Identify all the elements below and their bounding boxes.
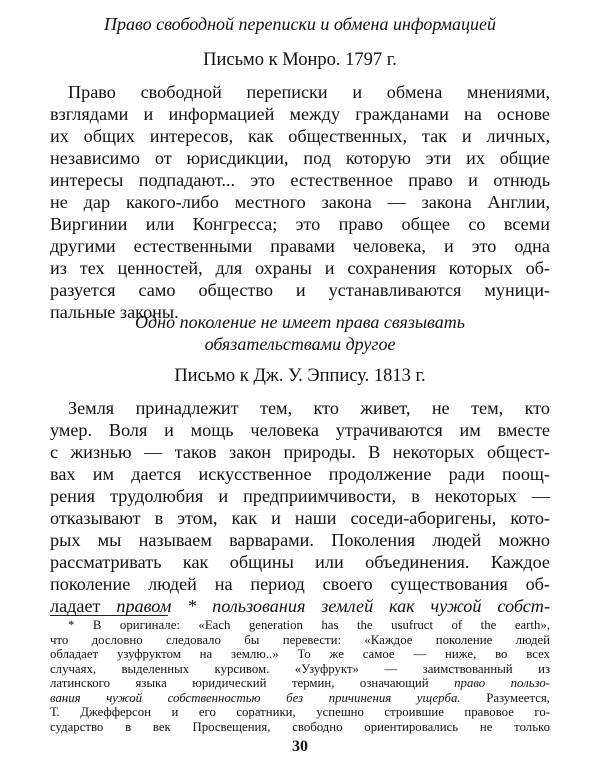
- section2-title-line1: Одно поколение не имеет права связывать: [135, 312, 465, 332]
- footnote-line: что дословно следовало бы перевести: «Каждое поколение людей: [50, 632, 550, 647]
- section2-title-line2: обязательствами другое: [204, 334, 396, 354]
- paragraph-line: не дар какого-либо местного закона — закона Англии,: [50, 192, 550, 212]
- paragraph-line: рассматривать как общины или объединения. Каждое: [50, 552, 550, 572]
- paragraph-line-last: [50, 596, 550, 617]
- footnote-line: случаях, выделенных курсивом. «Узуфрукт» — заимствованный из: [50, 661, 550, 676]
- paragraph-line: рых мы называем варварами. Поколения людей можно: [50, 530, 550, 550]
- paragraph-line: интересы подпадают... это естественное право и отнюдь: [50, 170, 550, 190]
- footnote-line: Т. Джефферсон и его соратники, успешно строившие правовое го-: [50, 705, 550, 719]
- section2-subtitle: Письмо к Дж. У. Эппису. 1813 г.: [174, 366, 426, 386]
- footnote-line: * В оригинале: «Each generation has the usufruct of the earth»,: [68, 618, 550, 632]
- paragraph-line: Земля принадлежит тем, кто живет, не тем, кто: [68, 398, 550, 418]
- paragraph-line: пальные законы.: [50, 302, 179, 322]
- paragraph-line: их общих интересов, как общественных, так и личных,: [50, 126, 550, 146]
- paragraph-line: из тех ценностей, для охраны и сохранения которых об-: [50, 258, 550, 278]
- paragraph-line: умер. Воля и мощь человека утрачиваются им вместе: [50, 420, 550, 440]
- page-number: 30: [292, 738, 308, 755]
- paragraph-line: отказывают в этом, как и наши соседи-аборигены, кото-: [50, 508, 550, 528]
- footnote-italic: право пользо-: [454, 676, 551, 690]
- section1-subtitle: Письмо к Монро. 1797 г.: [203, 50, 397, 70]
- section1-title: Право свободной переписки и обмена информацией: [104, 14, 496, 34]
- footnote-line: обладает узуфруктом на землю..» То же самое — ниже, во всех: [50, 647, 550, 661]
- footnote-divider: [50, 615, 168, 616]
- paragraph-line: другими естественными правами человека, и это одна: [50, 236, 550, 256]
- footnote-text: латинского языка юридический термин, означающий: [50, 676, 429, 690]
- line-prefix: ладает: [50, 596, 117, 616]
- paragraph-line: Право свободной переписки и обмена мнениями,: [68, 82, 550, 102]
- paragraph-line: Виргинии или Конгресса; это право общее со всеми: [50, 214, 550, 234]
- footnote-line: [50, 676, 550, 691]
- paragraph-line: поколение людей на период своего существования об-: [50, 574, 550, 594]
- footnote-line: [50, 691, 550, 706]
- paragraph-line: взглядами и информацией между гражданами на основе: [50, 104, 550, 124]
- paragraph-line: рения трудолюбия и предприимчивости, в некоторых —: [50, 486, 550, 506]
- paragraph-line: разуется само общество и устанавливаются муници-: [50, 280, 550, 300]
- footnote-text: Разумеется,: [486, 690, 551, 705]
- italic-phrase: правом * пользования землей как чужой собст-: [116, 596, 550, 616]
- footnote-line: сударство в век Просвещения, свободно ориентировались не только: [50, 719, 550, 734]
- paragraph-line: независимо от юрисдикции, под которую эти их общие: [50, 148, 550, 168]
- footnote-italic: вания чужой собственностью без причинения ущерба.: [50, 690, 461, 705]
- paragraph-line: с жизнью — таков закон природы. В некоторых общест-: [50, 442, 550, 462]
- paragraph-line: вах им дается искусственное продолжение ради поощ-: [50, 464, 550, 484]
